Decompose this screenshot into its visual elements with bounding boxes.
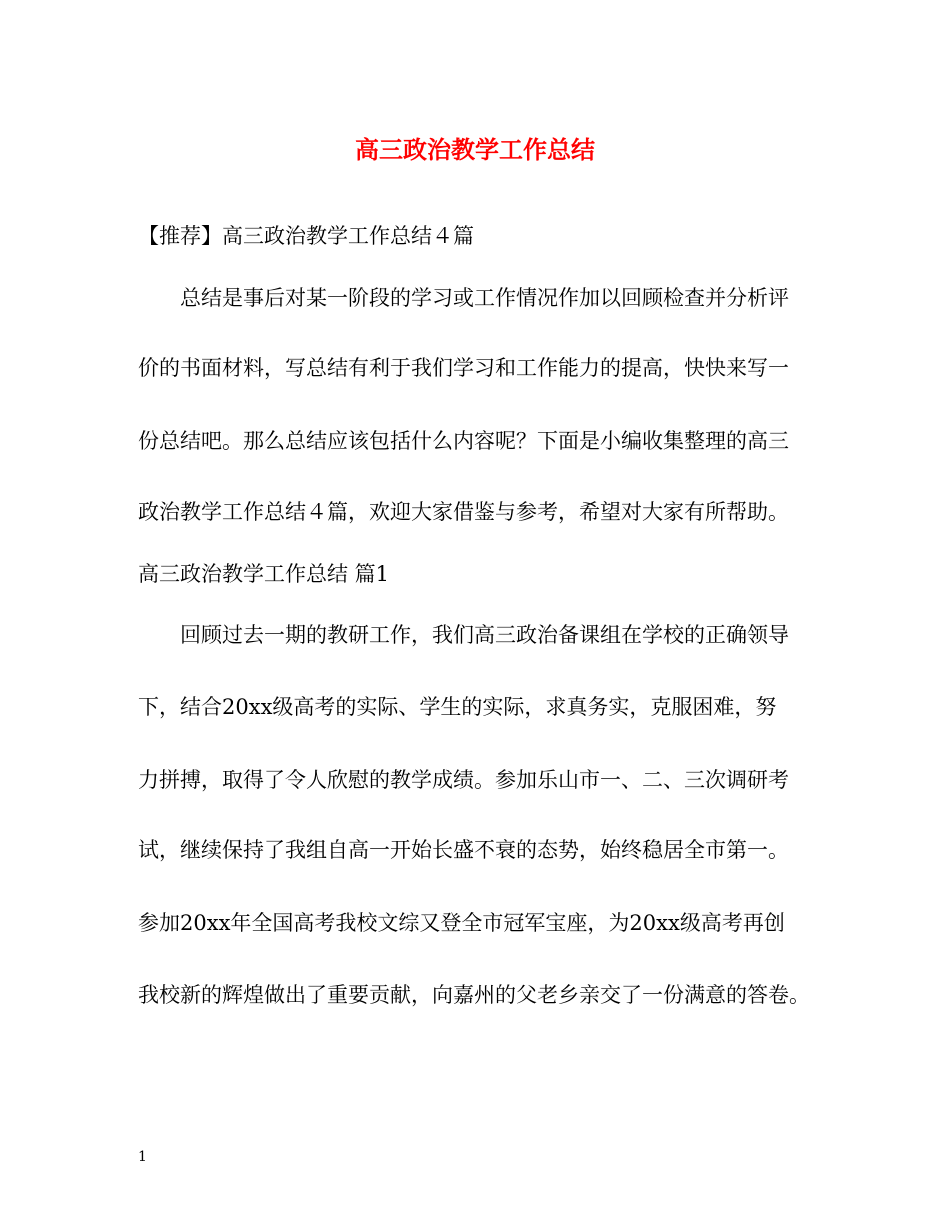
body-line-5: 参加20xx年全国高考我校文综又登全市冠军宝座，为20xx级高考再创 [138,911,785,935]
intro-line-4: 政治教学工作总结４篇，欢迎大家借鉴与参考，希望对大家有所帮助。 [138,500,789,524]
page-number: 1 [138,1149,147,1165]
body-line-1: 回顾过去一期的教研工作，我们高三政治备课组在学校的正确领导 [180,623,789,647]
intro-line-3: 份总结吧。那么总结应该包括什么内容呢？下面是小编收集整理的高三 [138,429,789,453]
intro-line-2: 价的书面材料，写总结有利于我们学习和工作能力的提高，快快来写一 [138,356,789,380]
document-title: 高三政治教学工作总结 [355,135,595,164]
body-line-3: 力拼搏，取得了令人欣慰的教学成绩。参加乐山市一、二、三次调研考 [138,768,789,792]
body-line-4: 试，继续保持了我组自高一开始长盛不衰的态势，始终稳居全市第一。 [138,838,789,862]
document-subtitle: 【推荐】高三政治教学工作总结４篇 [138,224,474,248]
body-line-2: 下，结合20xx级高考的实际、学生的实际，求真务实，克服困难，努 [138,695,777,719]
body-line-6: 我校新的辉煌做出了重要贡献，向嘉州的父老乡亲交了一份满意的答卷。 [138,983,810,1007]
section-heading: 高三政治教学工作总结 篇1 [138,562,390,586]
intro-line-1: 总结是事后对某一阶段的学习或工作情况作加以回顾检查并分析评 [180,286,789,310]
